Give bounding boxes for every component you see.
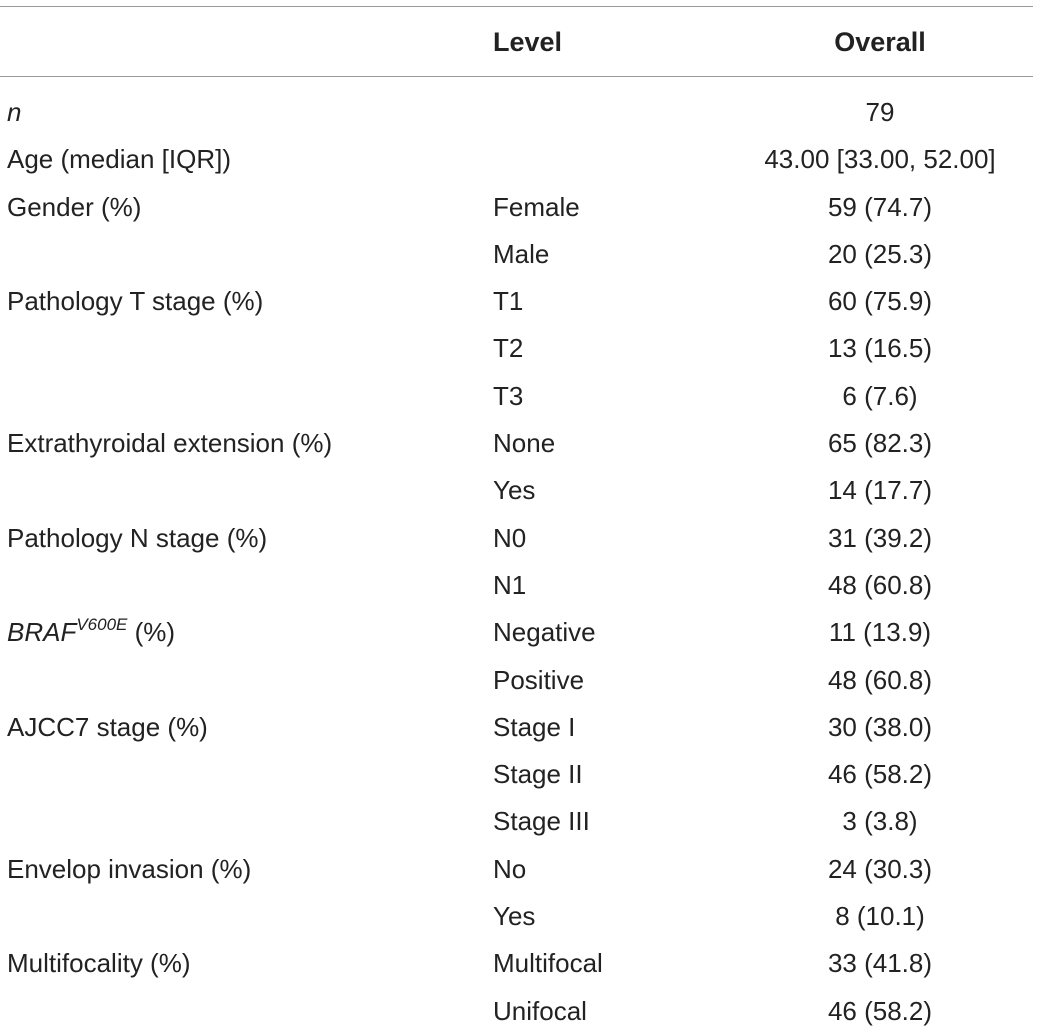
table-row — [0, 799, 1040, 846]
table-row — [0, 989, 1040, 1036]
overall-cell: 13 (16.5) — [827, 333, 933, 364]
level-cell: Yes — [493, 901, 536, 932]
level-cell: No — [493, 853, 527, 884]
variable-cell: Age (median [IQR]) — [7, 144, 231, 175]
header-level: Level — [493, 27, 563, 57]
level-cell: Stage II — [493, 759, 583, 790]
table-row — [0, 658, 1040, 705]
header-row — [0, 14, 1040, 72]
variable-cell: Envelop invasion (%) — [7, 853, 252, 884]
table-row — [0, 516, 1040, 563]
variable-cell: Gender (%) — [7, 191, 142, 222]
overall-cell: 65 (82.3) — [827, 428, 933, 459]
overall-cell: 20 (25.3) — [827, 238, 933, 269]
table-row — [0, 232, 1040, 279]
top-rule — [0, 6, 1033, 7]
overall-cell: 59 (74.7) — [827, 191, 933, 222]
table-row — [0, 941, 1040, 988]
header-overall: Overall — [834, 27, 926, 57]
header-rule — [0, 76, 1033, 77]
variable-cell: Pathology N stage (%) — [7, 522, 268, 553]
level-cell: Yes — [493, 475, 536, 506]
overall-cell: 48 (60.8) — [827, 569, 933, 600]
level-cell: T1 — [493, 286, 524, 317]
overall-cell: 48 (60.8) — [827, 664, 933, 695]
level-cell: Stage III — [493, 806, 590, 837]
variable-cell — [7, 610, 175, 658]
level-cell: None — [493, 428, 556, 459]
level-cell: Female — [493, 191, 580, 222]
variable-superscript: V600E — [76, 615, 128, 635]
overall-cell: 79 — [865, 97, 895, 127]
level-cell: N0 — [493, 522, 527, 553]
overall-cell: 6 (7.6) — [842, 380, 918, 411]
table-row — [0, 894, 1040, 941]
table-row — [0, 468, 1040, 515]
variable-gene: BRAF — [7, 617, 77, 648]
level-cell: Negative — [493, 617, 596, 648]
level-cell: T3 — [493, 380, 524, 411]
overall-cell: 3 (3.8) — [842, 806, 918, 837]
overall-cell: 11 (13.9) — [828, 617, 932, 648]
level-cell: Unifocal — [493, 995, 587, 1026]
overall-cell: 60 (75.9) — [827, 286, 933, 317]
table-body — [0, 90, 1040, 1036]
table-row — [0, 185, 1040, 232]
table-row — [0, 752, 1040, 799]
table-row — [0, 610, 1040, 657]
level-cell: Multifocal — [493, 948, 603, 979]
overall-cell: 33 (41.8) — [827, 948, 933, 979]
table-row — [0, 705, 1040, 752]
level-cell: N1 — [493, 569, 527, 600]
variable-cell: Multifocality (%) — [7, 948, 191, 979]
overall-cell: 43.00 [33.00, 52.00] — [764, 144, 996, 175]
level-cell: T2 — [493, 333, 524, 364]
table-row — [0, 563, 1040, 610]
level-cell: Stage I — [493, 711, 576, 742]
variable-suffix: (%) — [127, 617, 176, 648]
overall-cell: 14 (17.7) — [827, 475, 933, 506]
table-row — [0, 137, 1040, 184]
table-row — [0, 279, 1040, 326]
level-cell: Positive — [493, 664, 585, 695]
table-row — [0, 90, 1040, 137]
table-row — [0, 326, 1040, 373]
overall-cell: 24 (30.3) — [827, 853, 933, 884]
table-row — [0, 847, 1040, 894]
table-row — [0, 421, 1040, 468]
variable-cell: AJCC7 stage (%) — [7, 711, 208, 742]
overall-cell: 46 (58.2) — [827, 759, 933, 790]
level-cell: Male — [493, 238, 550, 269]
overall-cell: 31 (39.2) — [827, 522, 933, 553]
overall-cell: 46 (58.2) — [827, 995, 933, 1026]
table-row — [0, 374, 1040, 421]
variable-cell: Extrathyroidal extension (%) — [7, 428, 333, 459]
overall-cell: 8 (10.1) — [835, 901, 925, 932]
variable-cell: Pathology T stage (%) — [7, 286, 264, 317]
overall-cell: 30 (38.0) — [827, 711, 933, 742]
variable-cell: n — [7, 97, 22, 127]
